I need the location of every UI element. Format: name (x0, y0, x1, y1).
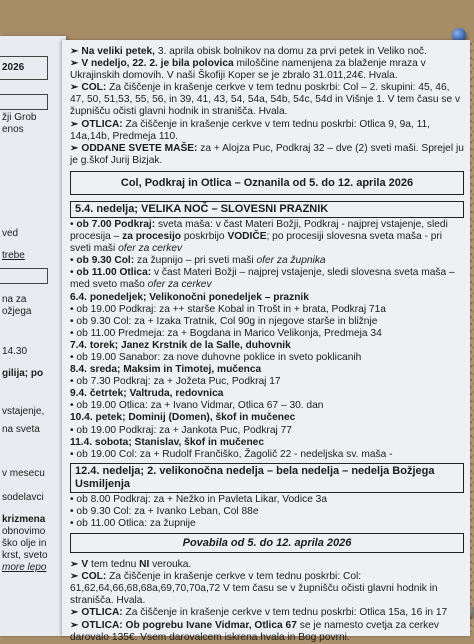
oznanila-title: Col, Podkraj in Otlica – Oznanila od 5. do 12. aprila 2026 (70, 171, 464, 195)
left-frag: ožjega (2, 306, 32, 317)
mass-text: ob 19.00 Otlica: za + Ivano Vidmar, Otlica 67 – 30. dan (76, 400, 324, 412)
mass-item (70, 494, 464, 506)
intro-line (70, 82, 464, 118)
mass-item (70, 449, 464, 461)
day-heading: 6.4. ponedeljek; Velikonočni ponedeljek – praznik (70, 291, 309, 303)
mass-text: ob 19.00 Podkraj: za ++ starše Kobal in Trošt in + brata, Podkraj 71a (76, 303, 386, 315)
arrow-icon: ➢ (70, 46, 79, 57)
intro-lead: Na veliki petek, (81, 46, 156, 57)
left-frag: ško olje in (2, 538, 47, 549)
parish-notice-sheet (62, 40, 470, 643)
mass-offer: ofer za cerkev (118, 243, 183, 255)
mass-text: ob 19.00 Sanabor: za nove duhovne poklice in sveto poklicanih (76, 351, 362, 363)
mass-lead: ob 9.30 Col: (76, 255, 135, 267)
povabila-lead: V (81, 559, 89, 571)
intro-line (70, 119, 464, 143)
mass-item: • ob 7.00 Podkraj: sveta maša: v čast Materi Božji, Podkraj - najprej vstajenje, sledi procesija – za procesijo poskrbijo VODIČE; po procesiji slovesna sveta maša - pri sveti maši ofer za cerkev (70, 218, 448, 255)
left-frag: krizmena (2, 514, 46, 525)
mass-text: ob 9.30 Col: za + Izaka Tratnik, Col 90g in njegove starše in bližnje (76, 315, 378, 327)
intro-text: Za čiščenje in krašenje cerkve v tem tednu poskrbi: Col – 2. skupini: 45, 46, 47, 50, 51,53, 55, 56, in 39, 41, 43, 54, 54a, 54b, 54c, 54d in Višnje 1. V tem času se v župnišču očisti glavni hodnik in stranišča. Hvala. (70, 82, 461, 118)
left-frag: gilija; po (2, 368, 44, 379)
mass-text: ob 11.00 Predmeja: za + Bogdana in Marico Velikonja, Predmeja 34 (76, 327, 382, 339)
easter-heading: 5.4. nedelja; VELIKA NOČ – SLOVESNI PRAZNIK (70, 201, 464, 218)
left-frag: 14.30 (2, 346, 28, 357)
povabila-emph: NI (139, 559, 150, 571)
bullet-icon: • (70, 400, 74, 412)
mass-item: • ob 11.00 Otlica: v čast Materi Božji – najprej vstajenje, sledi slovesna sveta maša – med sveto mašo ofer za cerkev (70, 267, 455, 291)
left-frag: enos (2, 124, 24, 135)
bullet-icon: • (70, 218, 74, 230)
arrow-icon: ➢ (70, 82, 79, 94)
mass-item (70, 352, 464, 364)
bullet-icon: • (70, 448, 74, 460)
mass-text: ob 19.00 Col: za + Rudolf Frančiško, Žagolič 22 - nedeljska sv. maša - (76, 448, 393, 460)
intro-lead: COL: (81, 82, 107, 94)
bullet-icon: • (70, 327, 74, 339)
arrow-icon: ➢ (70, 571, 79, 583)
bullet-icon: • (70, 518, 74, 529)
mass-text: ob 9.30 Col: za + Ivanko Leban, Col 88e (76, 505, 259, 517)
mass-item (70, 328, 464, 340)
mass-text: ob 11.00 Otlica: za župnije (76, 518, 196, 529)
mass-item (70, 376, 464, 388)
mass-item (70, 304, 464, 316)
povabila-text: Za čiščenje in krašenje cerkve v tem tednu poskrbi: Col: 61,62,64,66,68,68a,69,70,70a,72 V tem času se v župnišču očisti glavni hodnik in stranišča. Hvala. (70, 571, 438, 607)
intro-lead: V nedeljo, 22. 2. je bila polovica (81, 58, 234, 70)
intro-line (70, 58, 464, 82)
povabila-line (70, 620, 464, 644)
left-notice-fragment (0, 36, 66, 636)
left-frag: na za (2, 294, 27, 305)
intro-lead: ODDANE SVETE MAŠE: (81, 142, 198, 154)
day-heading: 9.4. četrtek; Valtruda, redovnica (70, 388, 224, 400)
left-frag: more lepo (2, 562, 47, 573)
mass-lead: ob 7.00 Podkraj: (76, 218, 156, 230)
intro-text: 3. aprila obisk bolnikov na domu za prvi petek in Veliko noč. (157, 46, 427, 57)
left-frag: krst, sveto (2, 550, 48, 561)
left-box-mid (0, 94, 48, 110)
day-heading: 8.4. sreda; Maksim in Timotej, mučenca (70, 364, 262, 376)
mass-item: • ob 9.30 Col: za župnijo – pri sveti maši ofer za župnika (70, 255, 326, 267)
intro-text: Za čiščenje in krašenje cerkve v tem tednu poskrbi: Otlica 9, 9a, 11, 14a,14b, Predmeja 110. (70, 118, 430, 142)
intro-lead: OTLICA: (81, 118, 123, 130)
bullet-icon: • (70, 424, 74, 436)
bullet-icon: • (70, 267, 74, 279)
intro-line (70, 46, 464, 58)
bullet-icon: • (70, 505, 74, 517)
mass-offer: ofer za cerkev (147, 279, 212, 291)
intro-line (70, 143, 464, 167)
bullet-icon: • (70, 376, 74, 388)
mass-item (70, 400, 464, 412)
mass-item (70, 506, 464, 518)
day-heading: 10.4. petek; Dominij (Domen), škof in mučenec (70, 412, 296, 424)
left-box-low (0, 268, 48, 284)
povabila-lead: OTLICA: (81, 607, 123, 619)
day-heading: 11.4. sobota; Stanislav, škof in mučenec (70, 436, 265, 448)
mass-emph: VODIČE (227, 231, 267, 243)
left-frag: obnovimo (2, 526, 46, 537)
mass-text: ob 19.00 Podkraj: za + Jankota Puc, Podkraj 77 (76, 424, 292, 436)
cork-strip (0, 0, 474, 40)
day-heading: 7.4. torek; Janez Krstnik de la Salle, duhovnik (70, 339, 291, 351)
left-frag: sodelavci (2, 492, 44, 503)
mass-emph: za procesijo (122, 231, 181, 243)
arrow-icon: ➢ (70, 58, 79, 70)
povabila-line (70, 571, 464, 607)
bullet-icon: • (70, 493, 74, 505)
povabila-lead: OTLICA: Ob pogrebu Ivane Vidmar, Otlica 67 (81, 619, 297, 631)
arrow-icon: ➢ (70, 142, 79, 154)
arrow-icon: ➢ (70, 118, 79, 130)
left-frag: trebe (2, 250, 25, 261)
povabila-text: tem tednu (88, 559, 140, 571)
arrow-icon: ➢ (70, 559, 79, 571)
mass-item (70, 518, 464, 530)
povabila-text: se je namesto cvetja za cerkev darovalo 135€. Vsem darovalcem iskrena hvala in Bog povrni. (70, 619, 440, 643)
bullet-icon: • (70, 303, 74, 315)
arrow-icon: ➢ (70, 619, 79, 631)
povabila-text: Za čiščenje in krašenje cerkve v tem tednu poskrbi: Otlica 15a, 16 in 17 (122, 607, 448, 619)
arrow-icon: ➢ (70, 607, 79, 619)
bullet-icon: • (70, 315, 74, 327)
mass-offer: ofer za župnika (256, 255, 326, 267)
povabila-line (70, 559, 464, 571)
left-frag: žji Grob (2, 112, 37, 123)
left-frag: v mesecu (2, 468, 45, 479)
left-frag: 2026 (2, 62, 25, 73)
povabila-lead: COL: (81, 571, 107, 583)
povabila-text: verouka. (149, 559, 192, 571)
bullet-icon: • (70, 351, 74, 363)
notice-content (70, 46, 464, 644)
mass-lead: ob 11.00 Otlica: (76, 267, 152, 279)
left-frag: ved (2, 228, 19, 239)
intro-text: za + Alojza Puc, Podkraj 32 – dve (2) sveti maši. Sprejel ju je g.škof Jurij Bizjak. (70, 142, 464, 166)
povabila-title: Povabila od 5. do 12. aprila 2026 (70, 533, 464, 553)
bullet-icon: • (70, 255, 74, 267)
mass-item (70, 316, 464, 328)
sunday-heading: 12.4. nedelja; 2. velikonočna nedelja – bela nedelja – nedelja Božjega Usmiljenja (70, 463, 464, 493)
mass-text: ob 8.00 Podkraj: za + Nežko in Pavleta Likar, Vodice 3a (76, 493, 328, 505)
intro-text: miloščine namenjena za blaženje mraza v Ukrajinskih domovih. V naši Škofiji Koper se je zbralo 31.011,24€. Hvala. (70, 58, 426, 82)
povabila-line (70, 607, 464, 619)
left-frag: na sveta (2, 424, 40, 435)
mass-text: ob 7.30 Podkraj: za + Jožeta Puc, Podkraj 17 (76, 376, 281, 388)
left-frag: vstajenje, (2, 406, 45, 417)
mass-item (70, 425, 464, 437)
